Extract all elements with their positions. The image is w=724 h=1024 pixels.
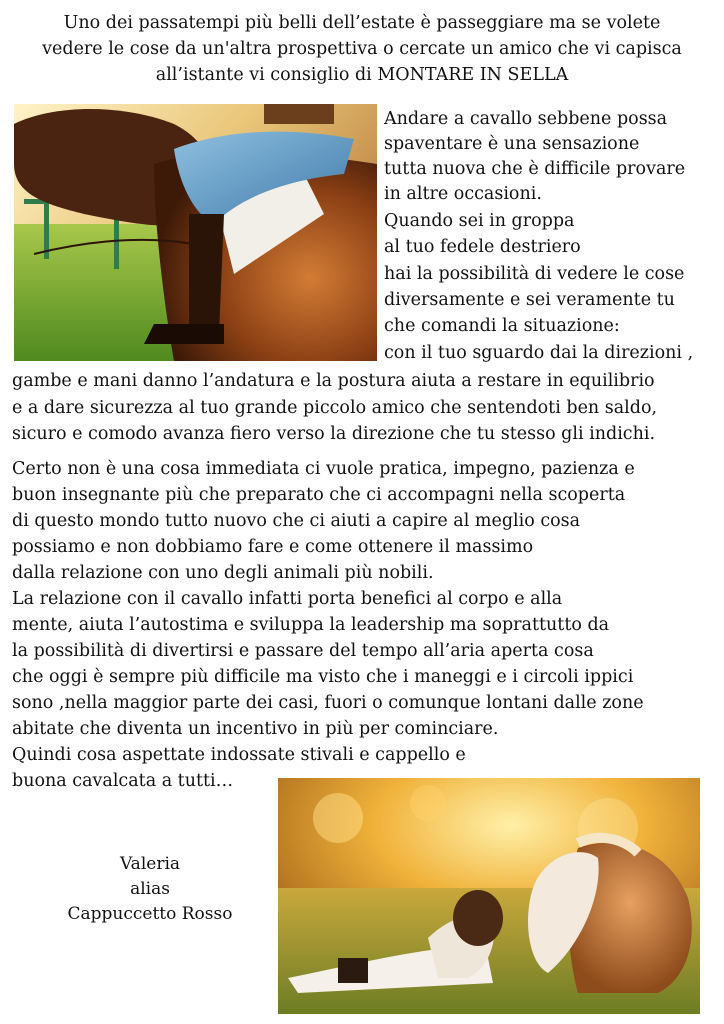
text-line: hai la possibilità di vedere le cose (384, 264, 685, 284)
intro-line: all’istante vi consiglio di MONTARE IN SELLA (155, 65, 569, 85)
text-line: dalla relazione con uno degli animali più nobili. (12, 563, 434, 583)
text-line: con il tuo sguardo dai la direzioni , (384, 343, 694, 363)
text-line: gambe e mani danno l’andatura e la postura aiuta a restare in equilibrio (12, 371, 655, 391)
text-line: che comandi la situazione: (384, 316, 620, 336)
intro-paragraph (10, 10, 714, 88)
text-line: La relazione con il cavallo infatti porta benefici al corpo e alla (12, 589, 563, 609)
text-line: diversamente e sei veramente tu (384, 290, 675, 310)
text-line: Quindi cosa aspettate indossate stivali e cappello e (12, 745, 466, 765)
text-line: Andare a cavallo sebbene possa (384, 109, 668, 129)
signature-nickname: Cappuccetto Rosso (67, 904, 233, 924)
text-line: sono ,nella maggior parte dei casi, fuori o comunque lontani dalle zone (12, 693, 644, 713)
intro-line: Uno dei passatempi più belli dell’estate è passeggiare ma se volete (63, 13, 661, 33)
text-line: abitate che diventa un incentivo in più per cominciare. (12, 719, 499, 739)
signature-alias: alias (130, 879, 170, 899)
girl-with-horse-photo (278, 778, 700, 1014)
text-line: in altre occasioni. (384, 184, 542, 204)
text-line: mente, aiuta l’autostima e sviluppa la leadership ma soprattutto da (12, 615, 610, 635)
rider-on-horse-photo (14, 104, 377, 361)
signature-name: Valeria (119, 854, 181, 874)
text-line: buona cavalcata a tutti… (12, 771, 234, 791)
text-line: che oggi è sempre più difficile ma visto che i maneggi e i circoli ippici (12, 667, 634, 687)
text-line: Quando sei in groppa (384, 211, 575, 231)
text-line: possiamo e non dobbiamo fare e come ottenere il massimo (12, 537, 534, 557)
text-line: spaventare è una sensazione (384, 134, 640, 154)
text-line: di questo mondo tutto nuovo che ci aiuti a capire al meglio cosa (12, 511, 581, 531)
signature (20, 852, 280, 927)
text-line: la possibilità di divertirsi e passare del tempo all’aria aperta cosa (12, 641, 594, 661)
text-line: e a dare sicurezza al tuo grande piccolo amico che sentendoti ben saldo, (12, 398, 658, 418)
text-line: al tuo fedele destriero (384, 237, 581, 257)
intro-line: vedere le cose da un'altra prospettiva o cercate un amico che vi capisca (42, 39, 682, 59)
text-line: sicuro e comodo avanza fiero verso la direzione che tu stesso gli indichi. (12, 424, 656, 444)
text-line: Certo non è una cosa immediata ci vuole pratica, impegno, pazienza e (12, 459, 635, 479)
text-line: tutta nuova che è difficile provare (384, 159, 686, 179)
text-line: buon insegnante più che preparato che ci accompagni nella scoperta (12, 485, 626, 505)
